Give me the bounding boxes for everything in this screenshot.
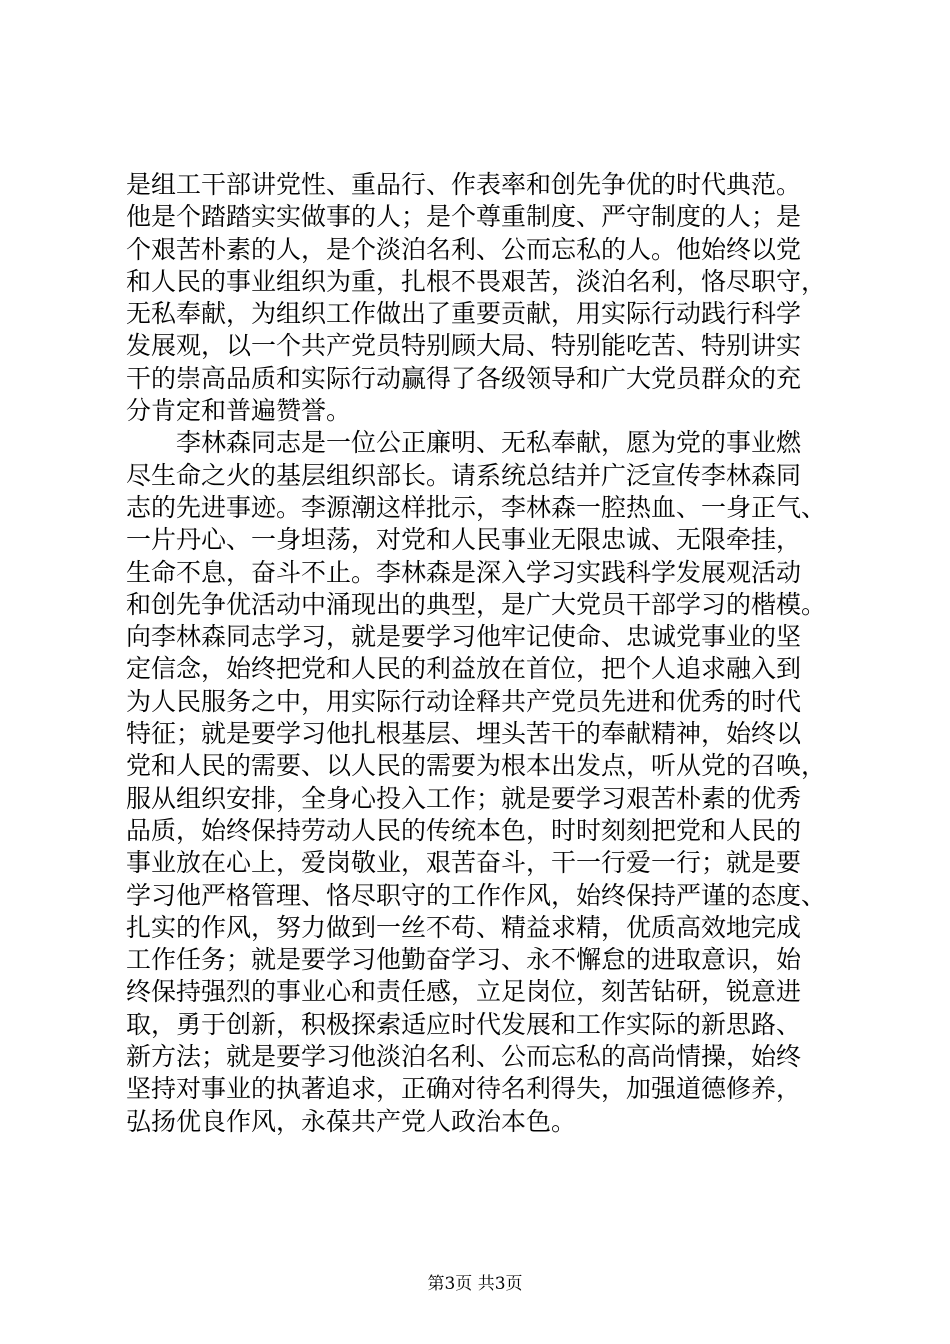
text-line: 个艰苦朴素的人，是个淡泊名利、公而忘私的人。他始终以党 (126, 234, 802, 264)
text-line: 特征；就是要学习他扎根基层、埋头苦干的奉献精神，始终以 (126, 719, 802, 749)
text-line: 党和人民的需要、以人民的需要为根本出发点，听从党的召唤， (126, 751, 827, 781)
text-line: 扎实的作风，努力做到一丝不苟、精益求精，优质高效地完成 (126, 912, 802, 942)
text-line: 取，勇于创新，积极探索适应时代发展和工作实际的新思路、 (126, 1009, 802, 1039)
text-line: 弘扬优良作风，永葆共产党人政治本色。 (126, 1106, 577, 1136)
text-line: 发展观，以一个共产党员特别顾大局、特别能吃苦、特别讲实 (126, 331, 802, 361)
text-line: 无私奉献，为组织工作做出了重要贡献，用实际行动践行科学 (126, 299, 802, 329)
page-number-label: 第3页 共3页 (427, 1274, 523, 1294)
text-line: 新方法；就是要学习他淡泊名利、公而忘私的高尚情操，始终 (126, 1042, 802, 1072)
text-line: 终保持强烈的事业心和责任感，立足岗位，刻苦钻研，锐意进 (126, 977, 802, 1007)
body-text (126, 169, 826, 1138)
text-line: 是组工干部讲党性、重品行、作表率和创先争优的时代典范。 (126, 170, 802, 199)
text-line: 坚持对事业的执著追求，正确对待名利得失，加强道德修养， (126, 1074, 802, 1104)
text-line: 向李林森同志学习，就是要学习他牢记使命、忠诚党事业的坚 (126, 622, 802, 652)
text-line: 分肯定和普遍赞誉。 (126, 396, 352, 426)
text-line: 干的崇高品质和实际行动赢得了各级领导和广大党员群众的充 (126, 363, 802, 393)
text-line: 工作任务；就是要学习他勤奋学习、永不懈怠的进取意识，始 (126, 945, 802, 975)
text-line: 和创先争优活动中涌现出的典型，是广大党员干部学习的楷模。 (126, 589, 827, 619)
text-line: 学习他严格管理、恪尽职守的工作作风，始终保持严谨的态度、 (126, 880, 827, 910)
text-line: 事业放在心上，爱岗敬业，艰苦奋斗，干一行爱一行；就是要 (126, 848, 802, 878)
text-line: 志的先进事迹。李源潮这样批示，李林森一腔热血、一身正气、 (126, 492, 827, 522)
text-line: 为人民服务之中，用实际行动诠释共产党员先进和优秀的时代 (126, 686, 802, 716)
text-line: 和人民的事业组织为重，扎根不畏艰苦，淡泊名利，恪尽职守， (126, 266, 827, 296)
text-line: 生命不息，奋斗不止。李林森是深入学习实践科学发展观活动 (126, 557, 802, 587)
text-line: 定信念，始终把党和人民的利益放在首位，把个人追求融入到 (126, 654, 802, 684)
text-line: 服从组织安排，全身心投入工作；就是要学习艰苦朴素的优秀 (126, 783, 802, 813)
text-line: 他是个踏踏实实做事的人；是个尊重制度、严守制度的人；是 (126, 202, 802, 232)
text-line: 一片丹心、一身坦荡，对党和人民事业无限忠诚、无限牵挂， (126, 525, 802, 555)
text-line: 尽生命之火的基层组织部长。请系统总结并广泛宣传李林森同 (126, 460, 802, 490)
page-footer (0, 1274, 950, 1294)
text-line: 李林森同志是一位公正廉明、无私奉献，愿为党的事业燃 (126, 428, 802, 458)
text-line: 品质，始终保持劳动人民的传统本色，时时刻刻把党和人民的 (126, 815, 802, 845)
